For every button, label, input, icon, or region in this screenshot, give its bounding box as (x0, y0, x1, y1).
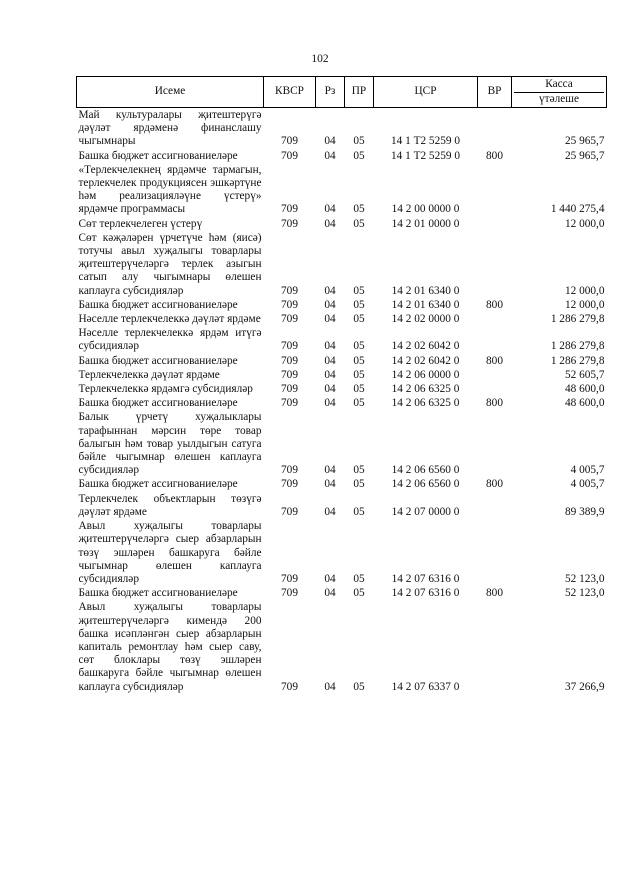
row-pr: 05 (353, 135, 365, 148)
row-vr (478, 492, 512, 519)
row-vr (478, 163, 512, 217)
row-amount: 1 440 275,4 (550, 203, 605, 216)
row-vr (478, 326, 512, 353)
row-kvsr: 709 (281, 298, 298, 311)
row-amount: 48 600,0 (564, 383, 605, 396)
row-pr: 05 (353, 368, 365, 381)
row-rz: 04 (324, 149, 336, 162)
table-row (77, 108, 607, 149)
row-rz: 04 (324, 464, 336, 477)
row-pr: 05 (353, 680, 365, 693)
row-amount: 52 605,7 (564, 368, 605, 381)
table-row (77, 354, 607, 368)
row-amount: 4 005,7 (570, 464, 605, 477)
header-rz: Рз (316, 77, 345, 108)
header-amount-line1: Касса (514, 78, 604, 92)
row-csr: 14 1 Т2 5259 0 (390, 135, 461, 148)
table-row (77, 600, 607, 693)
table-row (77, 492, 607, 519)
row-kvsr: 709 (281, 368, 298, 381)
row-vr: 800 (486, 478, 503, 491)
row-name: Терлекчелеккә дәүләт ярдәме (78, 368, 220, 381)
row-rz: 04 (324, 354, 336, 367)
row-rz: 04 (324, 203, 336, 216)
budget-table (76, 76, 607, 694)
row-vr (478, 410, 512, 477)
table-row (77, 163, 607, 217)
table-row (77, 477, 607, 491)
row-kvsr: 709 (281, 505, 298, 518)
table-header-row (77, 77, 607, 108)
row-pr: 05 (353, 464, 365, 477)
row-rz: 04 (324, 383, 336, 396)
row-rz: 04 (324, 217, 336, 230)
row-amount: 37 266,9 (564, 680, 605, 693)
table-row (77, 217, 607, 231)
row-pr: 05 (353, 217, 365, 230)
header-csr: ЦСР (374, 77, 478, 108)
row-pr: 05 (353, 284, 365, 297)
row-kvsr: 709 (281, 203, 298, 216)
row-name: «Терлекчелекнең ярдәмче тармагын, терлекчелек продукциясен эшкәртүне һәм реализацияләүне үстерү» ярдәмче программасы (78, 163, 262, 216)
row-amount: 25 965,7 (564, 149, 605, 162)
table-row (77, 298, 607, 312)
row-kvsr: 709 (281, 284, 298, 297)
row-name: Нәселле терлекчелеккә ярдәм итүгә субсидияләр (78, 327, 262, 353)
row-rz: 04 (324, 368, 336, 381)
row-name: Башка бюджет ассигнованиеләре (78, 354, 238, 367)
row-kvsr: 709 (281, 478, 298, 491)
row-csr: 14 2 02 6042 0 (391, 354, 460, 367)
row-rz: 04 (324, 298, 336, 311)
row-pr: 05 (353, 340, 365, 353)
row-vr: 800 (486, 397, 503, 410)
row-csr: 14 2 07 0000 0 (391, 505, 460, 518)
row-amount: 48 600,0 (564, 397, 605, 410)
row-name: Балык үрчетү хуҗалыклары тарафыннан мәрсин төре товар балыгын һәм товар уылдыгын сатуга бәйле чыгымнар өлешен каплауга субсидияләр (78, 411, 262, 477)
row-amount: 1 286 279,8 (550, 313, 605, 326)
row-kvsr: 709 (281, 397, 298, 410)
row-csr: 14 1 Т2 5259 0 (390, 149, 461, 162)
row-name: Башка бюджет ассигнованиеләре (78, 397, 238, 410)
row-csr: 14 2 01 6340 0 (391, 298, 460, 311)
row-pr: 05 (353, 354, 365, 367)
row-amount: 89 389,9 (564, 505, 605, 518)
row-kvsr: 709 (281, 313, 298, 326)
row-pr: 05 (353, 505, 365, 518)
row-name: Сөт кәҗәләрен үрчетүче һәм (яисә) тотучы авыл хуҗалыгы товарлары җитештерүчеләргә терлек азыгын сатып алу чыгымнары өлешен каплауга субсидияләр (78, 231, 262, 297)
row-pr: 05 (353, 149, 365, 162)
row-rz: 04 (324, 505, 336, 518)
row-kvsr: 709 (281, 354, 298, 367)
row-vr (478, 231, 512, 298)
row-name: Терлекчелеккә ярдәмгә субсидияләр (78, 383, 253, 396)
row-name: Башка бюджет ассигнованиеләре (78, 298, 238, 311)
row-rz: 04 (324, 397, 336, 410)
row-rz: 04 (324, 478, 336, 491)
row-csr: 14 2 06 6560 0 (391, 464, 460, 477)
row-vr (478, 217, 512, 231)
row-kvsr: 709 (281, 340, 298, 353)
row-pr: 05 (353, 478, 365, 491)
row-pr: 05 (353, 313, 365, 326)
row-name: Башка бюджет ассигнованиеләре (78, 587, 238, 600)
row-pr: 05 (353, 298, 365, 311)
header-vr: ВР (478, 77, 512, 108)
row-amount: 12 000,0 (564, 217, 605, 230)
row-vr (478, 382, 512, 396)
table-row (77, 149, 607, 163)
table-row (77, 382, 607, 396)
row-kvsr: 709 (281, 464, 298, 477)
row-csr: 14 2 07 6316 0 (391, 587, 460, 600)
row-amount: 1 286 279,8 (550, 354, 605, 367)
row-csr: 14 2 00 0000 0 (391, 203, 460, 216)
row-name: Сөт терлекчелеген үстерү (78, 217, 203, 230)
table-row (77, 410, 607, 477)
row-vr (478, 368, 512, 382)
row-csr: 14 2 06 0000 0 (391, 368, 460, 381)
row-kvsr: 709 (281, 572, 298, 585)
table-row (77, 231, 607, 298)
table-row (77, 326, 607, 353)
row-rz: 04 (324, 284, 336, 297)
row-vr (478, 600, 512, 693)
row-amount: 12 000,0 (564, 298, 605, 311)
row-vr (478, 312, 512, 326)
header-amount (512, 77, 607, 108)
row-name: Авыл хуҗалыгы товарлары җитештерүчеләргә кимендә 200 башка исәпләнгән сыер абзарларын капиталь ремонтлау һәм сыер саву, сөт блоклары төзү эшләрен башкаруга бәйле чыгымнар өлешен каплауга субсидияләр (78, 601, 262, 693)
row-pr: 05 (353, 383, 365, 396)
row-csr: 14 2 07 6337 0 (391, 680, 460, 693)
row-pr: 05 (353, 572, 365, 585)
row-kvsr: 709 (281, 149, 298, 162)
row-name: Нәселле терлекчелеккә дәүләт ярдәме (78, 313, 261, 326)
row-csr: 14 2 06 6325 0 (391, 397, 460, 410)
table-row (77, 519, 607, 586)
row-csr: 14 2 07 6316 0 (391, 572, 460, 585)
row-amount: 52 123,0 (564, 572, 605, 585)
row-vr (478, 519, 512, 586)
table-row (77, 586, 607, 600)
row-amount: 25 965,7 (564, 135, 605, 148)
row-vr: 800 (486, 298, 503, 311)
row-rz: 04 (324, 135, 336, 148)
page-number: 102 (311, 53, 329, 65)
row-csr: 14 2 01 0000 0 (391, 217, 460, 230)
row-name: Авыл хуҗалыгы товарлары җитештерүчеләргә сыер абзарларын төзү эшләрен башкаруга бәйле чыгымнар өлешен каплауга субсидияләр (78, 520, 262, 585)
row-amount: 52 123,0 (564, 587, 605, 600)
row-rz: 04 (324, 587, 336, 600)
row-rz: 04 (324, 313, 336, 326)
row-rz: 04 (324, 340, 336, 353)
row-pr: 05 (353, 397, 365, 410)
row-name: Башка бюджет ассигнованиеләре (78, 149, 238, 162)
row-vr: 800 (486, 587, 503, 600)
table-row (77, 396, 607, 410)
row-kvsr: 709 (281, 383, 298, 396)
row-rz: 04 (324, 572, 336, 585)
header-pr: ПР (345, 77, 374, 108)
row-pr: 05 (353, 587, 365, 600)
row-name: Башка бюджет ассигнованиеләре (78, 478, 238, 491)
row-vr (478, 108, 512, 149)
header-name: Исеме (77, 77, 264, 108)
row-name: Май культуралары җитештерүгә дәүләт ярдәменә финанслашу чыгымнары (78, 109, 262, 148)
row-amount: 4 005,7 (570, 478, 605, 491)
row-csr: 14 2 02 6042 0 (391, 340, 460, 353)
row-csr: 14 2 02 0000 0 (391, 313, 460, 326)
row-amount: 1 286 279,8 (550, 340, 605, 353)
table-row (77, 312, 607, 326)
table-row (77, 368, 607, 382)
row-kvsr: 709 (281, 135, 298, 148)
row-pr: 05 (353, 203, 365, 216)
header-kvsr: КВСР (264, 77, 316, 108)
header-amount-line2: үтәлеше (539, 92, 579, 105)
row-vr: 800 (486, 354, 503, 367)
row-kvsr: 709 (281, 587, 298, 600)
row-name: Терлекчелек объектларын төзүгә дәүләт ярдәме (78, 492, 262, 518)
row-rz: 04 (324, 680, 336, 693)
row-csr: 14 2 01 6340 0 (391, 284, 460, 297)
row-vr: 800 (486, 149, 503, 162)
row-kvsr: 709 (281, 217, 298, 230)
row-csr: 14 2 06 6325 0 (391, 383, 460, 396)
row-csr: 14 2 06 6560 0 (391, 478, 460, 491)
row-kvsr: 709 (281, 680, 298, 693)
row-amount: 12 000,0 (564, 284, 605, 297)
